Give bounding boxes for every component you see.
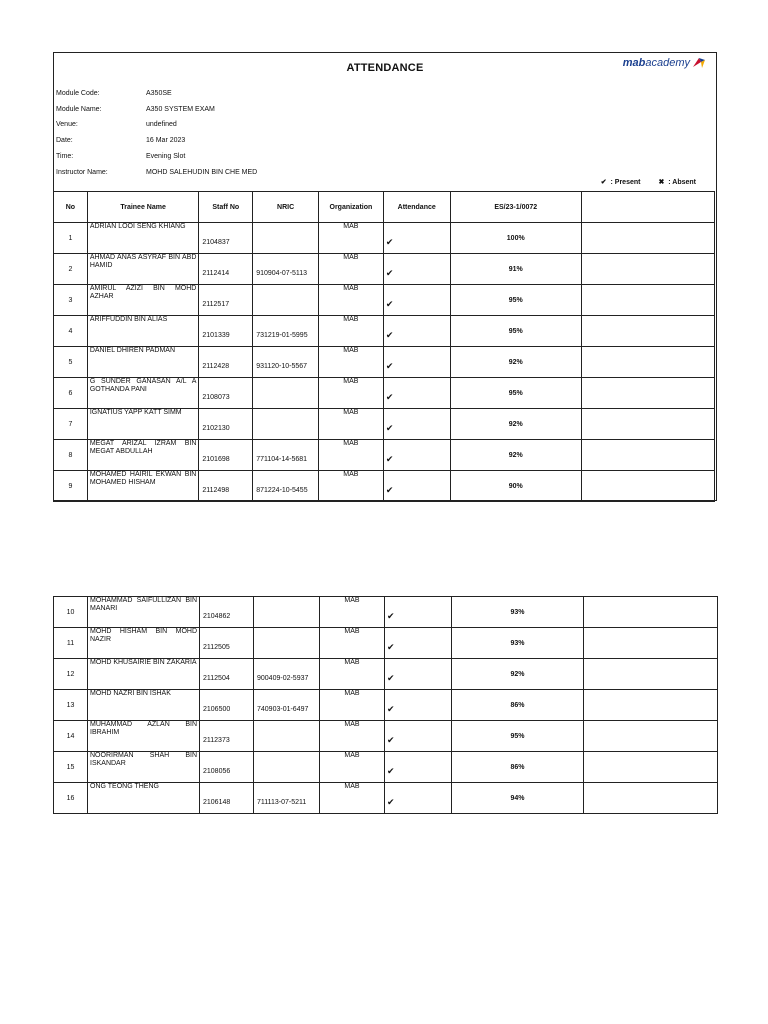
- table-row: [54, 223, 715, 254]
- page-title: ATTENDANCE: [346, 62, 424, 74]
- attendance-check: ✔: [385, 597, 452, 628]
- organization: MAB: [318, 254, 383, 285]
- nric: 740903-01-6497: [254, 690, 320, 721]
- trainee-name: MOHD HISHAM BIN MOHD NAZIR: [88, 628, 200, 659]
- staff-no: 2112428: [199, 347, 253, 378]
- exam-percentage: 93%: [452, 628, 584, 659]
- nric: 900409-02-5937: [254, 659, 320, 690]
- table-row: [54, 659, 718, 690]
- col-header-organization: Organization: [318, 192, 383, 223]
- nric: [253, 285, 319, 316]
- row-number: 11: [54, 628, 88, 659]
- row-number: 9: [54, 471, 88, 502]
- trainee-name: ADRIAN LOOI SENG KHIANG: [87, 223, 199, 254]
- organization: MAB: [320, 597, 385, 628]
- info-value: undefined: [146, 121, 177, 129]
- info-value: A350SE: [146, 90, 172, 97]
- nric: 771104-14-5681: [253, 440, 319, 471]
- staff-no: 2108056: [200, 752, 254, 783]
- trainee-name: IGNATIUS YAPP KATT SIMM: [87, 409, 199, 440]
- organization: MAB: [320, 659, 385, 690]
- staff-no: 2106148: [200, 783, 254, 814]
- exam-percentage: 95%: [450, 285, 581, 316]
- col-header-staff-no: Staff No: [199, 192, 253, 223]
- exam-percentage: 90%: [450, 471, 581, 502]
- info-value: MOHD SALEHUDIN BIN CHE MED: [146, 168, 258, 176]
- table-row: [54, 783, 718, 814]
- module-info: [56, 86, 257, 180]
- legend-present-label: : Present: [610, 179, 641, 186]
- col-header-blank: [581, 192, 714, 223]
- exam-percentage: 93%: [452, 597, 584, 628]
- row-number: 3: [54, 285, 88, 316]
- nric: [253, 378, 319, 409]
- table-row: [54, 597, 718, 628]
- attendance-table-body: [54, 223, 715, 502]
- exam-percentage: 94%: [452, 783, 584, 814]
- staff-no: 2112517: [199, 285, 253, 316]
- col-header-trainee-name: Trainee Name: [87, 192, 199, 223]
- attendance-check: ✔: [385, 721, 452, 752]
- blank-cell: [584, 659, 718, 690]
- attendance-check: ✔: [383, 440, 450, 471]
- attendance-check: ✔: [383, 316, 450, 347]
- exam-percentage: 92%: [450, 440, 581, 471]
- row-number: 16: [54, 783, 88, 814]
- nric: [254, 721, 320, 752]
- trainee-name: MOHD NAZRI BIN ISHAK: [88, 690, 200, 721]
- legend-present: [601, 178, 641, 186]
- info-label: Module Code:: [56, 90, 100, 97]
- blank-cell: [581, 409, 714, 440]
- table-row: [54, 628, 718, 659]
- nric: [254, 752, 320, 783]
- blank-cell: [581, 440, 714, 471]
- staff-no: 2101698: [199, 440, 253, 471]
- organization: MAB: [318, 285, 383, 316]
- attendance-table: [53, 191, 715, 502]
- exam-percentage: 95%: [450, 316, 581, 347]
- info-row-instructor: [56, 165, 257, 181]
- organization: MAB: [320, 752, 385, 783]
- trainee-name: AHMAD ANAS ASYRAF BIN ABD HAMID: [87, 254, 199, 285]
- info-label: Instructor Name:: [56, 168, 108, 176]
- trainee-name: ONG TEONG THENG: [88, 783, 200, 814]
- trainee-name: AMIRUL AZIZI BIN MOHD AZHAR: [87, 285, 199, 316]
- organization: MAB: [318, 409, 383, 440]
- blank-cell: [581, 316, 714, 347]
- exam-percentage: 86%: [452, 690, 584, 721]
- info-value: A350 SYSTEM EXAM: [146, 105, 215, 113]
- info-label: Venue:: [56, 121, 78, 129]
- row-number: 4: [54, 316, 88, 347]
- table-row: [54, 721, 718, 752]
- attendance-check: ✔: [385, 752, 452, 783]
- staff-no: 2104837: [199, 223, 253, 254]
- staff-no: 2106500: [200, 690, 254, 721]
- nric: 731219-01-5995: [253, 316, 319, 347]
- table-row: [54, 690, 718, 721]
- exam-percentage: 91%: [450, 254, 581, 285]
- table-row: [54, 347, 715, 378]
- exam-percentage: 100%: [450, 223, 581, 254]
- trainee-name: MEGAT ARIZAL IZRAM BIN MEGAT ABDULLAH: [87, 440, 199, 471]
- trainee-name: DANIEL DHIREN PADMAN: [87, 347, 199, 378]
- table-row: [54, 378, 715, 409]
- attendance-sheet: [53, 52, 717, 501]
- exam-percentage: 92%: [450, 347, 581, 378]
- staff-no: 2108073: [199, 378, 253, 409]
- blank-cell: [584, 752, 718, 783]
- organization: MAB: [318, 440, 383, 471]
- nric: 711113-07-5211: [254, 783, 320, 814]
- info-row-date: [56, 133, 257, 149]
- exam-percentage: 92%: [450, 409, 581, 440]
- trainee-name: MUHAMMAD AZLAN BIN IBRAHIM: [88, 721, 200, 752]
- blank-cell: [584, 628, 718, 659]
- nric: [253, 409, 319, 440]
- blank-cell: [584, 690, 718, 721]
- col-header-nric: NRIC: [253, 192, 319, 223]
- trainee-name: ARIFFUDDIN BIN ALIAS: [87, 316, 199, 347]
- exam-percentage: 92%: [452, 659, 584, 690]
- col-header-no: No: [54, 192, 88, 223]
- blank-cell: [581, 223, 714, 254]
- trainee-name: MOHD KHUSAIRIE BIN ZAKARIA: [88, 659, 200, 690]
- check-icon: ✔: [600, 179, 607, 186]
- organization: MAB: [320, 690, 385, 721]
- legend-absent-label: : Absent: [668, 179, 696, 186]
- blank-cell: [581, 378, 714, 409]
- table-row: [54, 285, 715, 316]
- info-row-module-code: [56, 86, 257, 102]
- table-row: [54, 752, 718, 783]
- attendance-check: ✔: [383, 378, 450, 409]
- organization: MAB: [318, 347, 383, 378]
- info-label: Module Name:: [56, 105, 102, 113]
- exam-percentage: 95%: [452, 721, 584, 752]
- row-number: 6: [54, 378, 88, 409]
- attendance-check: ✔: [385, 690, 452, 721]
- table-row: [54, 409, 715, 440]
- attendance-check: ✔: [385, 659, 452, 690]
- table-row: [54, 254, 715, 285]
- row-number: 14: [54, 721, 88, 752]
- nric: [254, 628, 320, 659]
- staff-no: 2112504: [200, 659, 254, 690]
- info-row-module-name: [56, 102, 257, 118]
- organization: MAB: [320, 783, 385, 814]
- row-number: 15: [54, 752, 88, 783]
- attendance-legend: [601, 178, 696, 186]
- organization: MAB: [318, 316, 383, 347]
- logo-text-bold: mab: [622, 57, 646, 69]
- row-number: 7: [54, 409, 88, 440]
- table-header-row: [54, 192, 715, 223]
- nric: 931120-10-5567: [253, 347, 319, 378]
- row-number: 10: [54, 597, 88, 628]
- attendance-check: ✔: [385, 628, 452, 659]
- info-row-time: [56, 149, 257, 165]
- organization: MAB: [320, 721, 385, 752]
- attendance-check: ✔: [383, 223, 450, 254]
- staff-no: 2101339: [199, 316, 253, 347]
- nric: 910904-07-5113: [253, 254, 319, 285]
- attendance-check: ✔: [383, 254, 450, 285]
- blank-cell: [584, 783, 718, 814]
- logo-text: academy: [645, 57, 690, 69]
- attendance-table-continued: [53, 596, 718, 814]
- organization: MAB: [318, 471, 383, 502]
- exam-percentage: 86%: [452, 752, 584, 783]
- exam-percentage: 95%: [450, 378, 581, 409]
- nric: 871224-10-5455: [253, 471, 319, 502]
- staff-no: 2104862: [200, 597, 254, 628]
- attendance-check: ✔: [385, 783, 452, 814]
- nric: [254, 597, 320, 628]
- staff-no: 2112373: [200, 721, 254, 752]
- trainee-name: NOORIRMAN SHAH BIN ISKANDAR: [88, 752, 200, 783]
- blank-cell: [584, 721, 718, 752]
- nric: [253, 223, 319, 254]
- blank-cell: [581, 285, 714, 316]
- attendance-check: ✔: [383, 409, 450, 440]
- staff-no: 2112414: [199, 254, 253, 285]
- info-value: 16 Mar 2023: [146, 137, 186, 145]
- blank-cell: [581, 254, 714, 285]
- blank-cell: [584, 597, 718, 628]
- trainee-name: MOHAMED HAIRIL EKWAN BIN MOHAMED HISHAM: [87, 471, 199, 502]
- legend-absent: [658, 178, 696, 186]
- info-value: Evening Slot: [146, 152, 186, 160]
- blank-cell: [581, 471, 714, 502]
- info-row-venue: [56, 117, 257, 133]
- attendance-check: ✔: [383, 347, 450, 378]
- mabacademy-logo: [623, 57, 706, 69]
- blank-cell: [581, 347, 714, 378]
- kite-logo-icon: [692, 57, 706, 69]
- attendance-check: ✔: [383, 285, 450, 316]
- row-number: 12: [54, 659, 88, 690]
- row-number: 1: [54, 223, 88, 254]
- cross-icon: ✖: [658, 179, 665, 186]
- info-label: Time:: [56, 152, 74, 160]
- attendance-table-body-continued: [54, 597, 718, 814]
- col-header-exam-code: ES/23-1/0072: [450, 192, 581, 223]
- table-row: [54, 471, 715, 502]
- attendance-check: ✔: [383, 471, 450, 502]
- table-row: [54, 316, 715, 347]
- trainee-name: MOHAMMAD SAIFULLIZAN BIN MANARI: [88, 597, 200, 628]
- staff-no: 2112505: [200, 628, 254, 659]
- staff-no: 2102130: [199, 409, 253, 440]
- row-number: 13: [54, 690, 88, 721]
- row-number: 2: [54, 254, 88, 285]
- trainee-name: G SUNDER GANASAN A/L A GOTHANDA PANI: [87, 378, 199, 409]
- info-label: Date:: [56, 137, 73, 145]
- row-number: 5: [54, 347, 88, 378]
- col-header-attendance: Attendance: [383, 192, 450, 223]
- organization: MAB: [320, 628, 385, 659]
- organization: MAB: [318, 378, 383, 409]
- table-row: [54, 440, 715, 471]
- row-number: 8: [54, 440, 88, 471]
- staff-no: 2112498: [199, 471, 253, 502]
- organization: MAB: [318, 223, 383, 254]
